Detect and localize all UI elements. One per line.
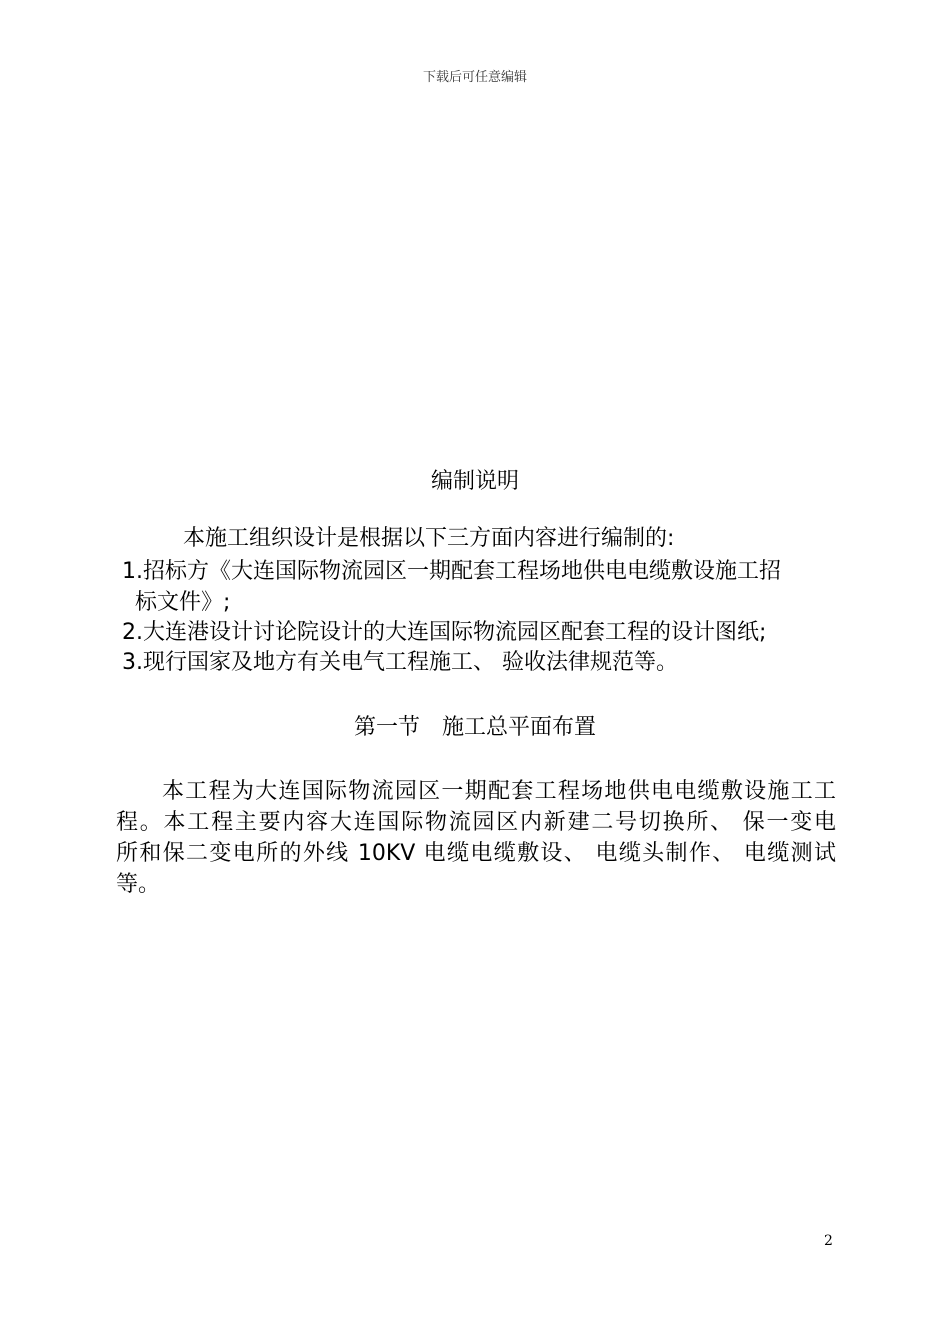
paragraph-line: 所和保二变电所的外线 10KV 电缆电缆敷设、 电缆头制作、 电缆测试 xyxy=(116,841,836,866)
intro-sentence: 本施工组织设计是根据以下三方面内容进行编制的: xyxy=(183,526,675,551)
section-title-compilation-notes: 编制说明 xyxy=(430,469,519,494)
list-item-2: 2.大连港设计讨论院设计的大连国际物流园区配套工程的设计图纸; xyxy=(122,620,767,645)
list-item-1-line-1: 1.招标方《大连国际物流园区一期配套工程场地供电电缆敷设施工招 xyxy=(122,559,781,584)
section-title-site-layout: 第一节 施工总平面布置 xyxy=(353,715,596,740)
project-description-paragraph xyxy=(116,776,836,900)
paragraph-line: 等。 xyxy=(116,872,161,897)
header-note: 下载后可任意编辑 xyxy=(422,70,527,85)
page-number: 2 xyxy=(824,1233,833,1249)
paragraph-line: 本工程为大连国际物流园区一期配套工程场地供电电缆敷设施工工 xyxy=(162,779,836,804)
list-item-3: 3.现行国家及地方有关电气工程施工、 验收法律规范等。 xyxy=(122,650,678,675)
list-item-1-line-2: 标文件》; xyxy=(135,590,231,615)
paragraph-line: 程。本工程主要内容大连国际物流园区内新建二号切换所、 保一变电 xyxy=(116,810,836,835)
